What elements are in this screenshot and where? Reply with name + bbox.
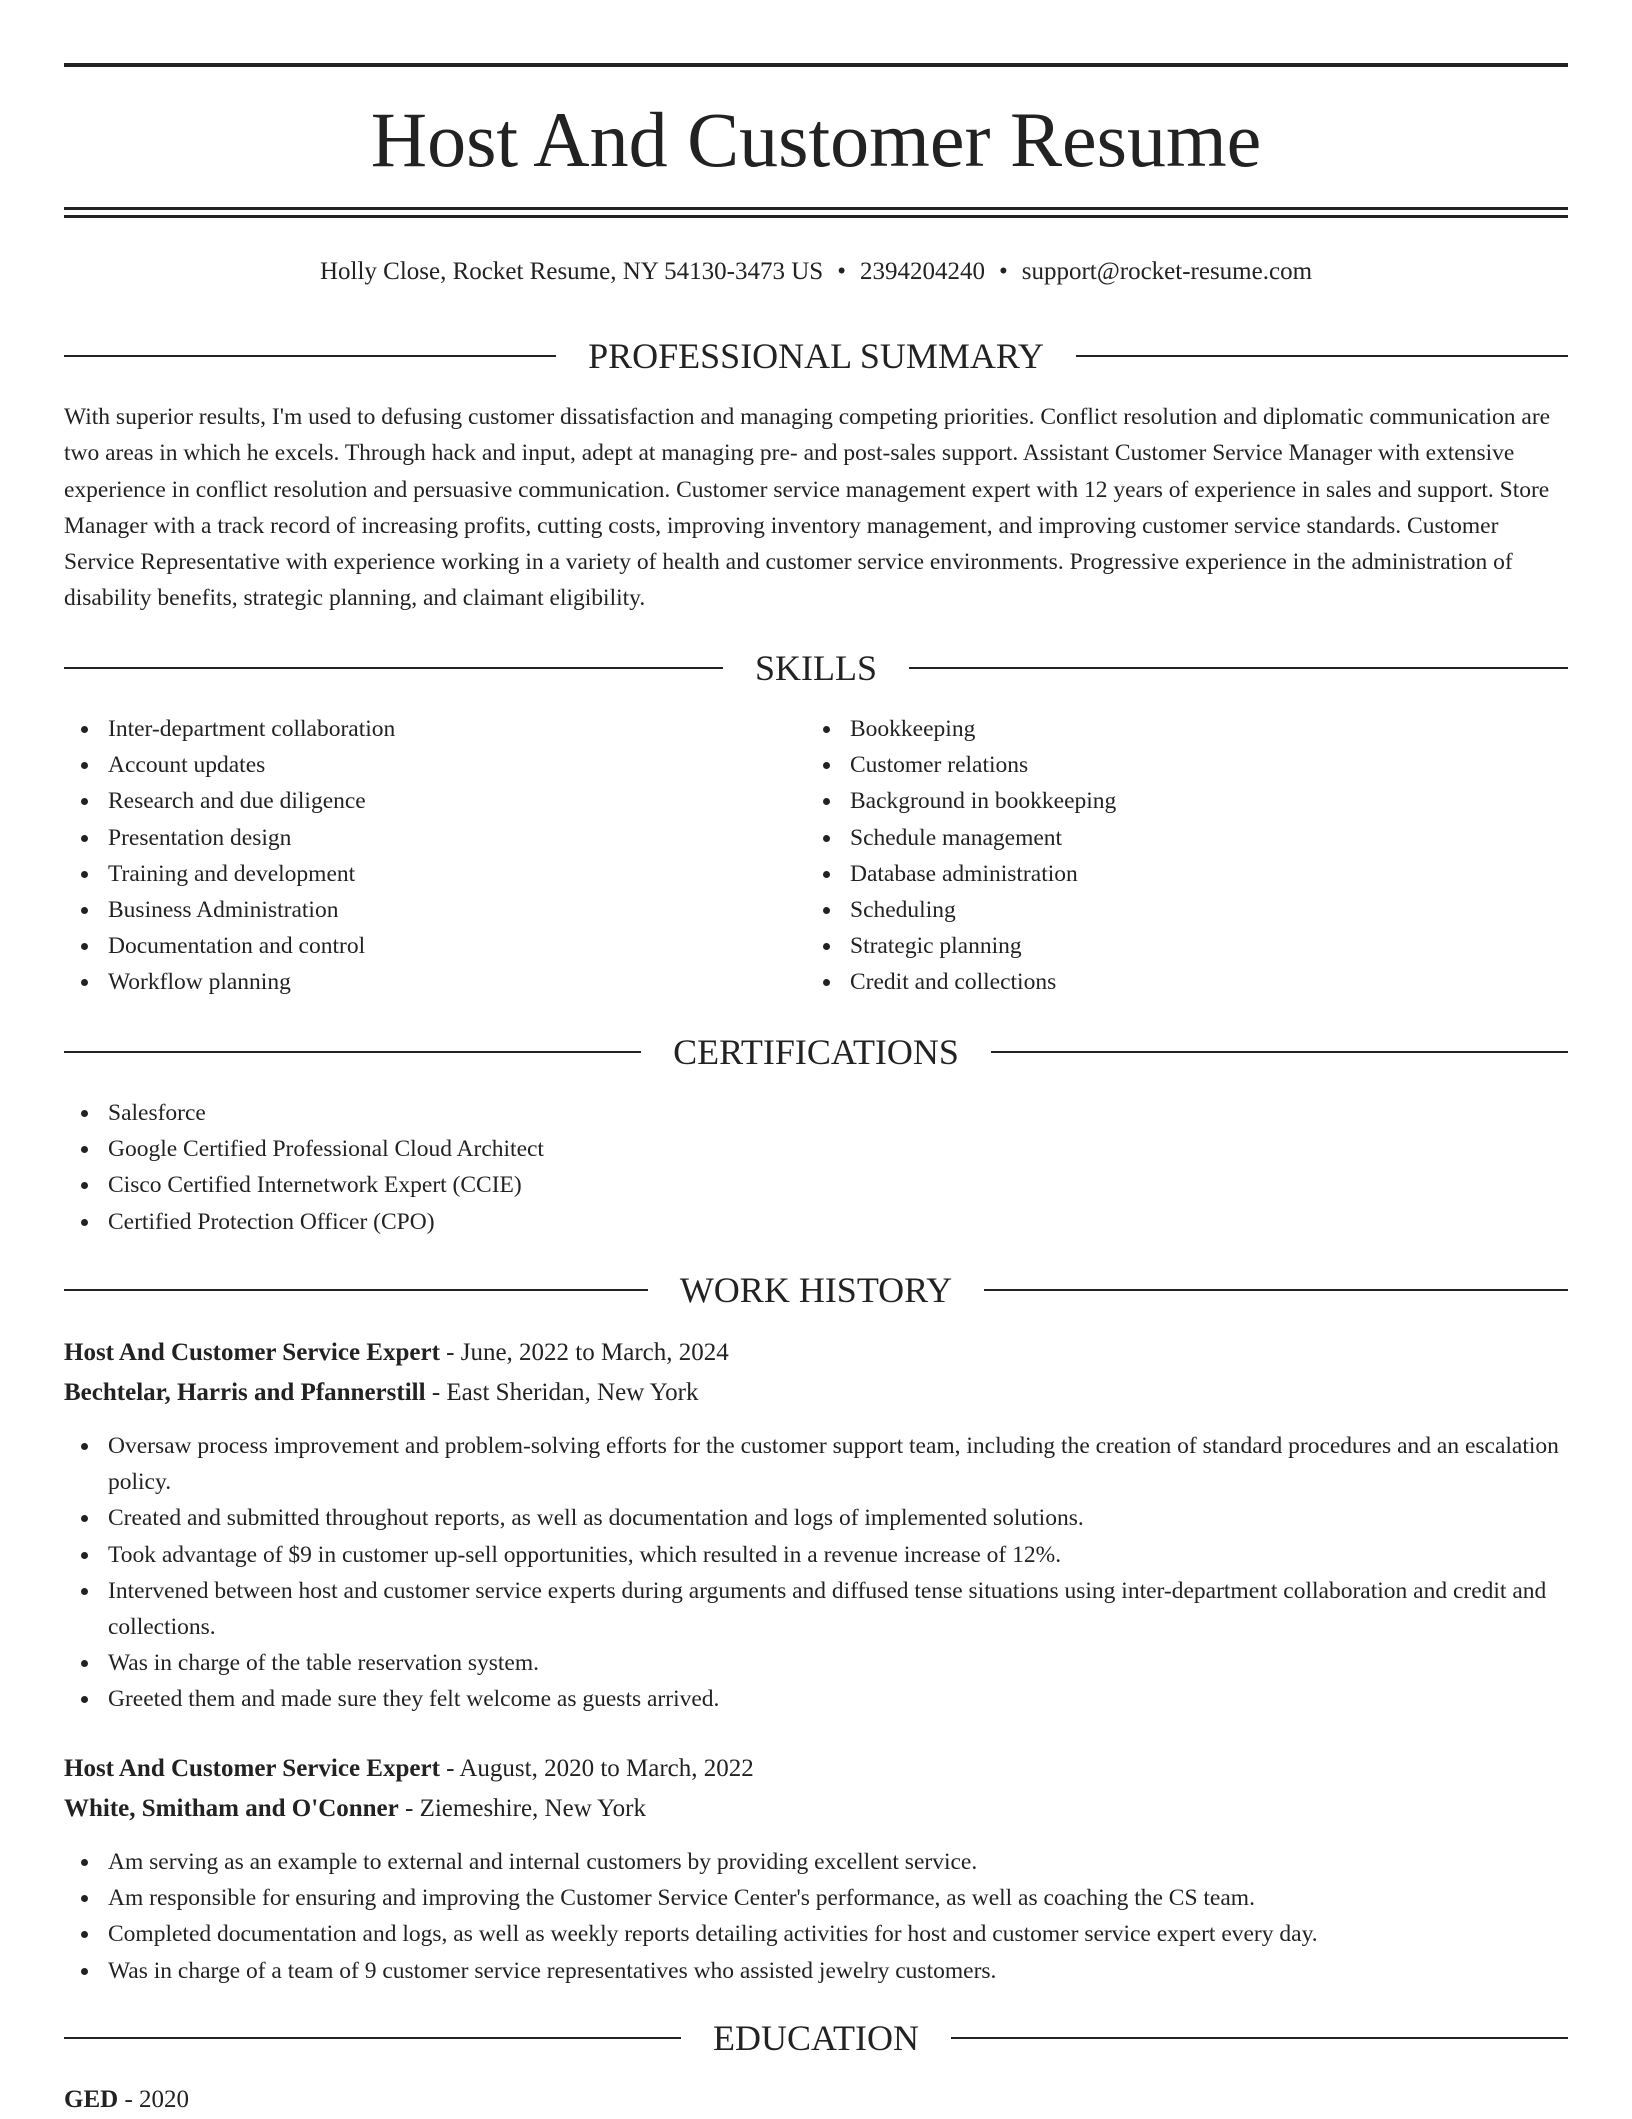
divider-line	[64, 2037, 681, 2039]
section-heading-certifications	[64, 1030, 1568, 1074]
summary-text: With superior results, I'm used to defusing customer dissatisfaction and managing competing priorities. Conflict resolution and diplomatic communication are two areas in which he excels. Through hack and input, adept at managing pre- and post-sales support. Assistant Customer Service Manager with extensive experience in conflict resolution and persuasive communication. Customer service management expert with 12 years of experience in sales and support. Store Manager with a track record of increasing profits, cutting costs, improving inventory management, and improving customer service standards. Customer Service Representative with experience working in a variety of health and customer service environments. Progressive experience in the administration of disability benefits, strategic planning, and claimant eligibility.	[64, 404, 1551, 612]
job-title: Host And Customer Service Expert	[64, 1755, 440, 1782]
list-item: Greeted them and made sure they felt welcome as guests arrived.	[108, 1681, 1568, 1717]
top-rule	[64, 63, 1568, 67]
job-company: White, Smitham and O'Conner	[64, 1795, 399, 1822]
list-item: Google Certified Professional Cloud Architect	[108, 1131, 1568, 1167]
job-bullets	[64, 1844, 1568, 1989]
contact-phone[interactable]: 2394204240	[859, 258, 985, 285]
job-location: - East Sheridan, New York	[425, 1379, 699, 1406]
section-title: SKILLS	[755, 648, 878, 688]
list-item: Strategic planning	[850, 928, 1550, 964]
divider-line	[1076, 355, 1568, 357]
list-item: Customer relations	[850, 747, 1550, 783]
list-item: Documentation and control	[108, 928, 808, 964]
list-item: Cisco Certified Internetwork Expert (CCIE)	[108, 1167, 1568, 1203]
skills-list-right	[806, 711, 1550, 1001]
contact-email[interactable]: support@rocket-resume.com	[1021, 258, 1313, 285]
list-item: Inter-department collaboration	[108, 711, 808, 747]
list-item: Created and submitted throughout reports, as well as documentation and logs of implemented solutions.	[108, 1500, 1568, 1536]
contact-separator: •	[998, 258, 1008, 285]
list-item: Account updates	[108, 747, 808, 783]
job-bullets	[64, 1428, 1568, 1718]
divider-line	[909, 667, 1568, 669]
section-title: WORK HISTORY	[679, 1270, 953, 1310]
list-item: Research and due diligence	[108, 783, 808, 819]
list-item: Am serving as an example to external and internal customers by providing excellent service.	[108, 1844, 1568, 1880]
list-item: Took advantage of $9 in customer up-sell opportunities, which resulted in a revenue increase of 12%.	[108, 1537, 1568, 1573]
divider-line	[64, 1289, 648, 1291]
job-dates: - August, 2020 to March, 2022	[439, 1755, 754, 1782]
list-item: Completed documentation and logs, as well as weekly reports detailing activities for host and customer service expert every day.	[108, 1916, 1568, 1952]
section-title: EDUCATION	[713, 2018, 919, 2058]
list-item: Schedule management	[850, 820, 1550, 856]
job-title-line	[64, 1334, 1568, 1372]
list-item: Scheduling	[850, 892, 1550, 928]
list-item: Workflow planning	[108, 964, 808, 1000]
contact-address: Holly Close, Rocket Resume, NY 54130-3473 US	[319, 258, 824, 285]
divider-line	[64, 1051, 641, 1053]
job-company-line	[64, 1374, 1568, 1412]
job-location: - Ziemeshire, New York	[398, 1795, 646, 1822]
divider-line	[64, 667, 723, 669]
section-title: CERTIFICATIONS	[673, 1032, 959, 1072]
divider-line	[984, 1289, 1568, 1291]
list-item: Training and development	[108, 856, 808, 892]
contact-separator: •	[837, 258, 846, 285]
list-item: Bookkeeping	[850, 711, 1550, 747]
section-heading-work-history	[64, 1268, 1568, 1312]
list-item: Oversaw process improvement and problem-solving efforts for the customer support team, including the creation of standard procedures and an escalation policy.	[108, 1428, 1568, 1500]
list-item: Salesforce	[108, 1095, 1568, 1131]
resume-title: Host And Customer Resume	[370, 96, 1262, 183]
list-item: Presentation design	[108, 820, 808, 856]
list-item: Was in charge of a team of 9 customer service representatives who assisted jewelry customers.	[108, 1953, 1568, 1989]
list-item: Credit and collections	[850, 964, 1550, 1000]
education-year: - 2020	[118, 2086, 190, 2113]
job-title-line	[64, 1750, 1568, 1788]
contact-line	[64, 254, 1568, 290]
list-item: Business Administration	[108, 892, 808, 928]
list-item: Database administration	[850, 856, 1550, 892]
list-item: Intervened between host and customer service experts during arguments and diffused tense situations using inter-department collaboration and credit and collections.	[108, 1573, 1568, 1645]
job-dates: - June, 2022 to March, 2024	[439, 1339, 729, 1366]
list-item: Was in charge of the table reservation system.	[108, 1645, 1568, 1681]
list-item: Am responsible for ensuring and improving the Customer Service Center's performance, as well as coaching the CS team.	[108, 1880, 1568, 1916]
title-rule-upper	[64, 207, 1568, 210]
list-item: Background in bookkeeping	[850, 783, 1550, 819]
section-heading-skills	[64, 646, 1568, 690]
title-rule-lower	[64, 215, 1568, 218]
education-line	[64, 2081, 1568, 2119]
list-item: Certified Protection Officer (CPO)	[108, 1204, 1568, 1240]
certifications-list	[64, 1095, 1568, 1240]
divider-line	[991, 1051, 1568, 1053]
job-title: Host And Customer Service Expert	[64, 1339, 440, 1366]
section-heading-summary	[64, 334, 1568, 378]
divider-line	[64, 355, 556, 357]
job-company-line	[64, 1790, 1568, 1828]
divider-line	[951, 2037, 1568, 2039]
section-title: PROFESSIONAL SUMMARY	[588, 336, 1044, 376]
section-heading-education	[64, 2016, 1568, 2060]
skills-list-left	[64, 711, 808, 1001]
education-degree: GED	[64, 2086, 119, 2113]
job-company: Bechtelar, Harris and Pfannerstill	[64, 1379, 426, 1406]
